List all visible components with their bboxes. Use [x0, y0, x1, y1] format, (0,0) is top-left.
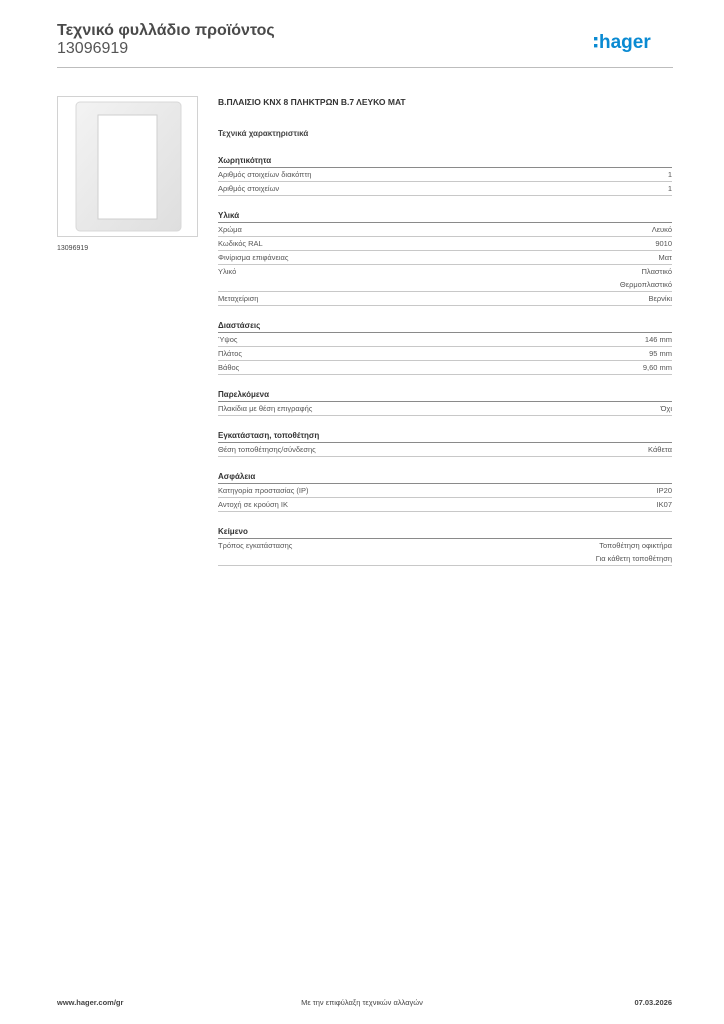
product-image-caption: 13096919	[57, 245, 89, 252]
spec-value: 1	[667, 184, 672, 193]
spec-section	[218, 210, 672, 306]
spec-sections	[218, 155, 672, 566]
spec-row	[218, 484, 672, 498]
spec-panel	[218, 97, 672, 566]
spec-row	[218, 361, 672, 375]
hager-logo	[594, 30, 674, 54]
spec-section	[218, 526, 672, 566]
spec-label: Βάθος	[218, 363, 240, 372]
section-title: Παρελκόμενα	[218, 389, 672, 402]
spec-label: Υλικό	[218, 267, 237, 276]
document-title: Τεχνικό φυλλάδιο προϊόντος	[57, 22, 275, 39]
spec-value: 1	[667, 170, 672, 179]
product-code: 13096919	[57, 40, 129, 57]
section-title: Κείμενο	[218, 526, 672, 539]
footer-website: www.hager.com/gr	[57, 998, 124, 1007]
spec-label: Μεταχείριση	[218, 294, 259, 303]
spec-value: 95 mm	[649, 349, 672, 358]
spec-row	[218, 402, 672, 416]
product-name: Β.ΠΛΑΙΣΙΟ KNX 8 ΠΛΗΚΤΡΩΝ Β.7 ΛΕΥΚΟ ΜΑΤ	[218, 97, 406, 107]
spec-section	[218, 471, 672, 512]
header-divider	[57, 67, 673, 68]
spec-value: Πλαστικό Θερμοπλαστικό	[619, 267, 672, 289]
spec-label: Κωδικός RAL	[218, 239, 263, 248]
spec-row	[218, 498, 672, 512]
section-title: Εγκατάσταση, τοποθέτηση	[218, 430, 672, 443]
spec-label: Κατηγορία προστασίας (IP)	[218, 486, 309, 495]
spec-row	[218, 251, 672, 265]
spec-value: Ματ	[658, 253, 672, 262]
spec-row	[218, 265, 672, 292]
spec-row	[218, 237, 672, 251]
spec-value: 9010	[655, 239, 672, 248]
section-title: Ασφάλεια	[218, 471, 672, 484]
product-image	[57, 96, 198, 237]
spec-section	[218, 155, 672, 196]
spec-value: Λευκό	[651, 225, 672, 234]
spec-value: IP20	[656, 486, 672, 495]
spec-label: Χρώμα	[218, 225, 242, 234]
footer-disclaimer: Με την επιφύλαξη τεχνικών αλλαγών	[301, 998, 423, 1007]
spec-label: Αντοχή σε κρούση IK	[218, 500, 288, 509]
frame-illustration	[58, 97, 197, 236]
spec-row	[218, 443, 672, 457]
footer-date: 07.03.2026	[634, 998, 672, 1007]
spec-label: Πλάτος	[218, 349, 243, 358]
spec-label: Τρόπος εγκατάστασης	[218, 541, 293, 550]
spec-section	[218, 430, 672, 457]
spec-label: Πλακίδια με θέση επιγραφής	[218, 404, 313, 413]
section-title: Υλικά	[218, 210, 672, 223]
spec-heading: Τεχνικά χαρακτηριστικά	[218, 129, 309, 138]
spec-label: Ύψος	[218, 335, 238, 344]
spec-row	[218, 333, 672, 347]
spec-row	[218, 292, 672, 306]
spec-row	[218, 182, 672, 196]
spec-value: IK07	[656, 500, 672, 509]
spec-label: Αριθμός στοιχείων	[218, 184, 280, 193]
spec-row	[218, 223, 672, 237]
spec-value: 146 mm	[644, 335, 672, 344]
spec-value: Όχι	[660, 404, 672, 413]
spec-section	[218, 389, 672, 416]
section-title: Διαστάσεις	[218, 320, 672, 333]
logo-text: hager	[599, 32, 651, 53]
section-title: Χωρητικότητα	[218, 155, 672, 168]
spec-row	[218, 347, 672, 361]
spec-row	[218, 539, 672, 566]
spec-label: Θέση τοποθέτησης/σύνδεσης	[218, 445, 316, 454]
spec-value: Βερνίκι	[648, 294, 672, 303]
spec-row	[218, 168, 672, 182]
spec-value: Κάθετα	[648, 445, 672, 454]
spec-section	[218, 320, 672, 375]
spec-label: Αριθμός στοιχείων διακόπτη	[218, 170, 312, 179]
spec-label: Φινίρισμα επιφάνειας	[218, 253, 289, 262]
spec-value: Τοποθέτηση οφικτήρα Για κάθετη τοποθέτηση	[595, 541, 672, 563]
spec-value: 9,60 mm	[642, 363, 672, 372]
